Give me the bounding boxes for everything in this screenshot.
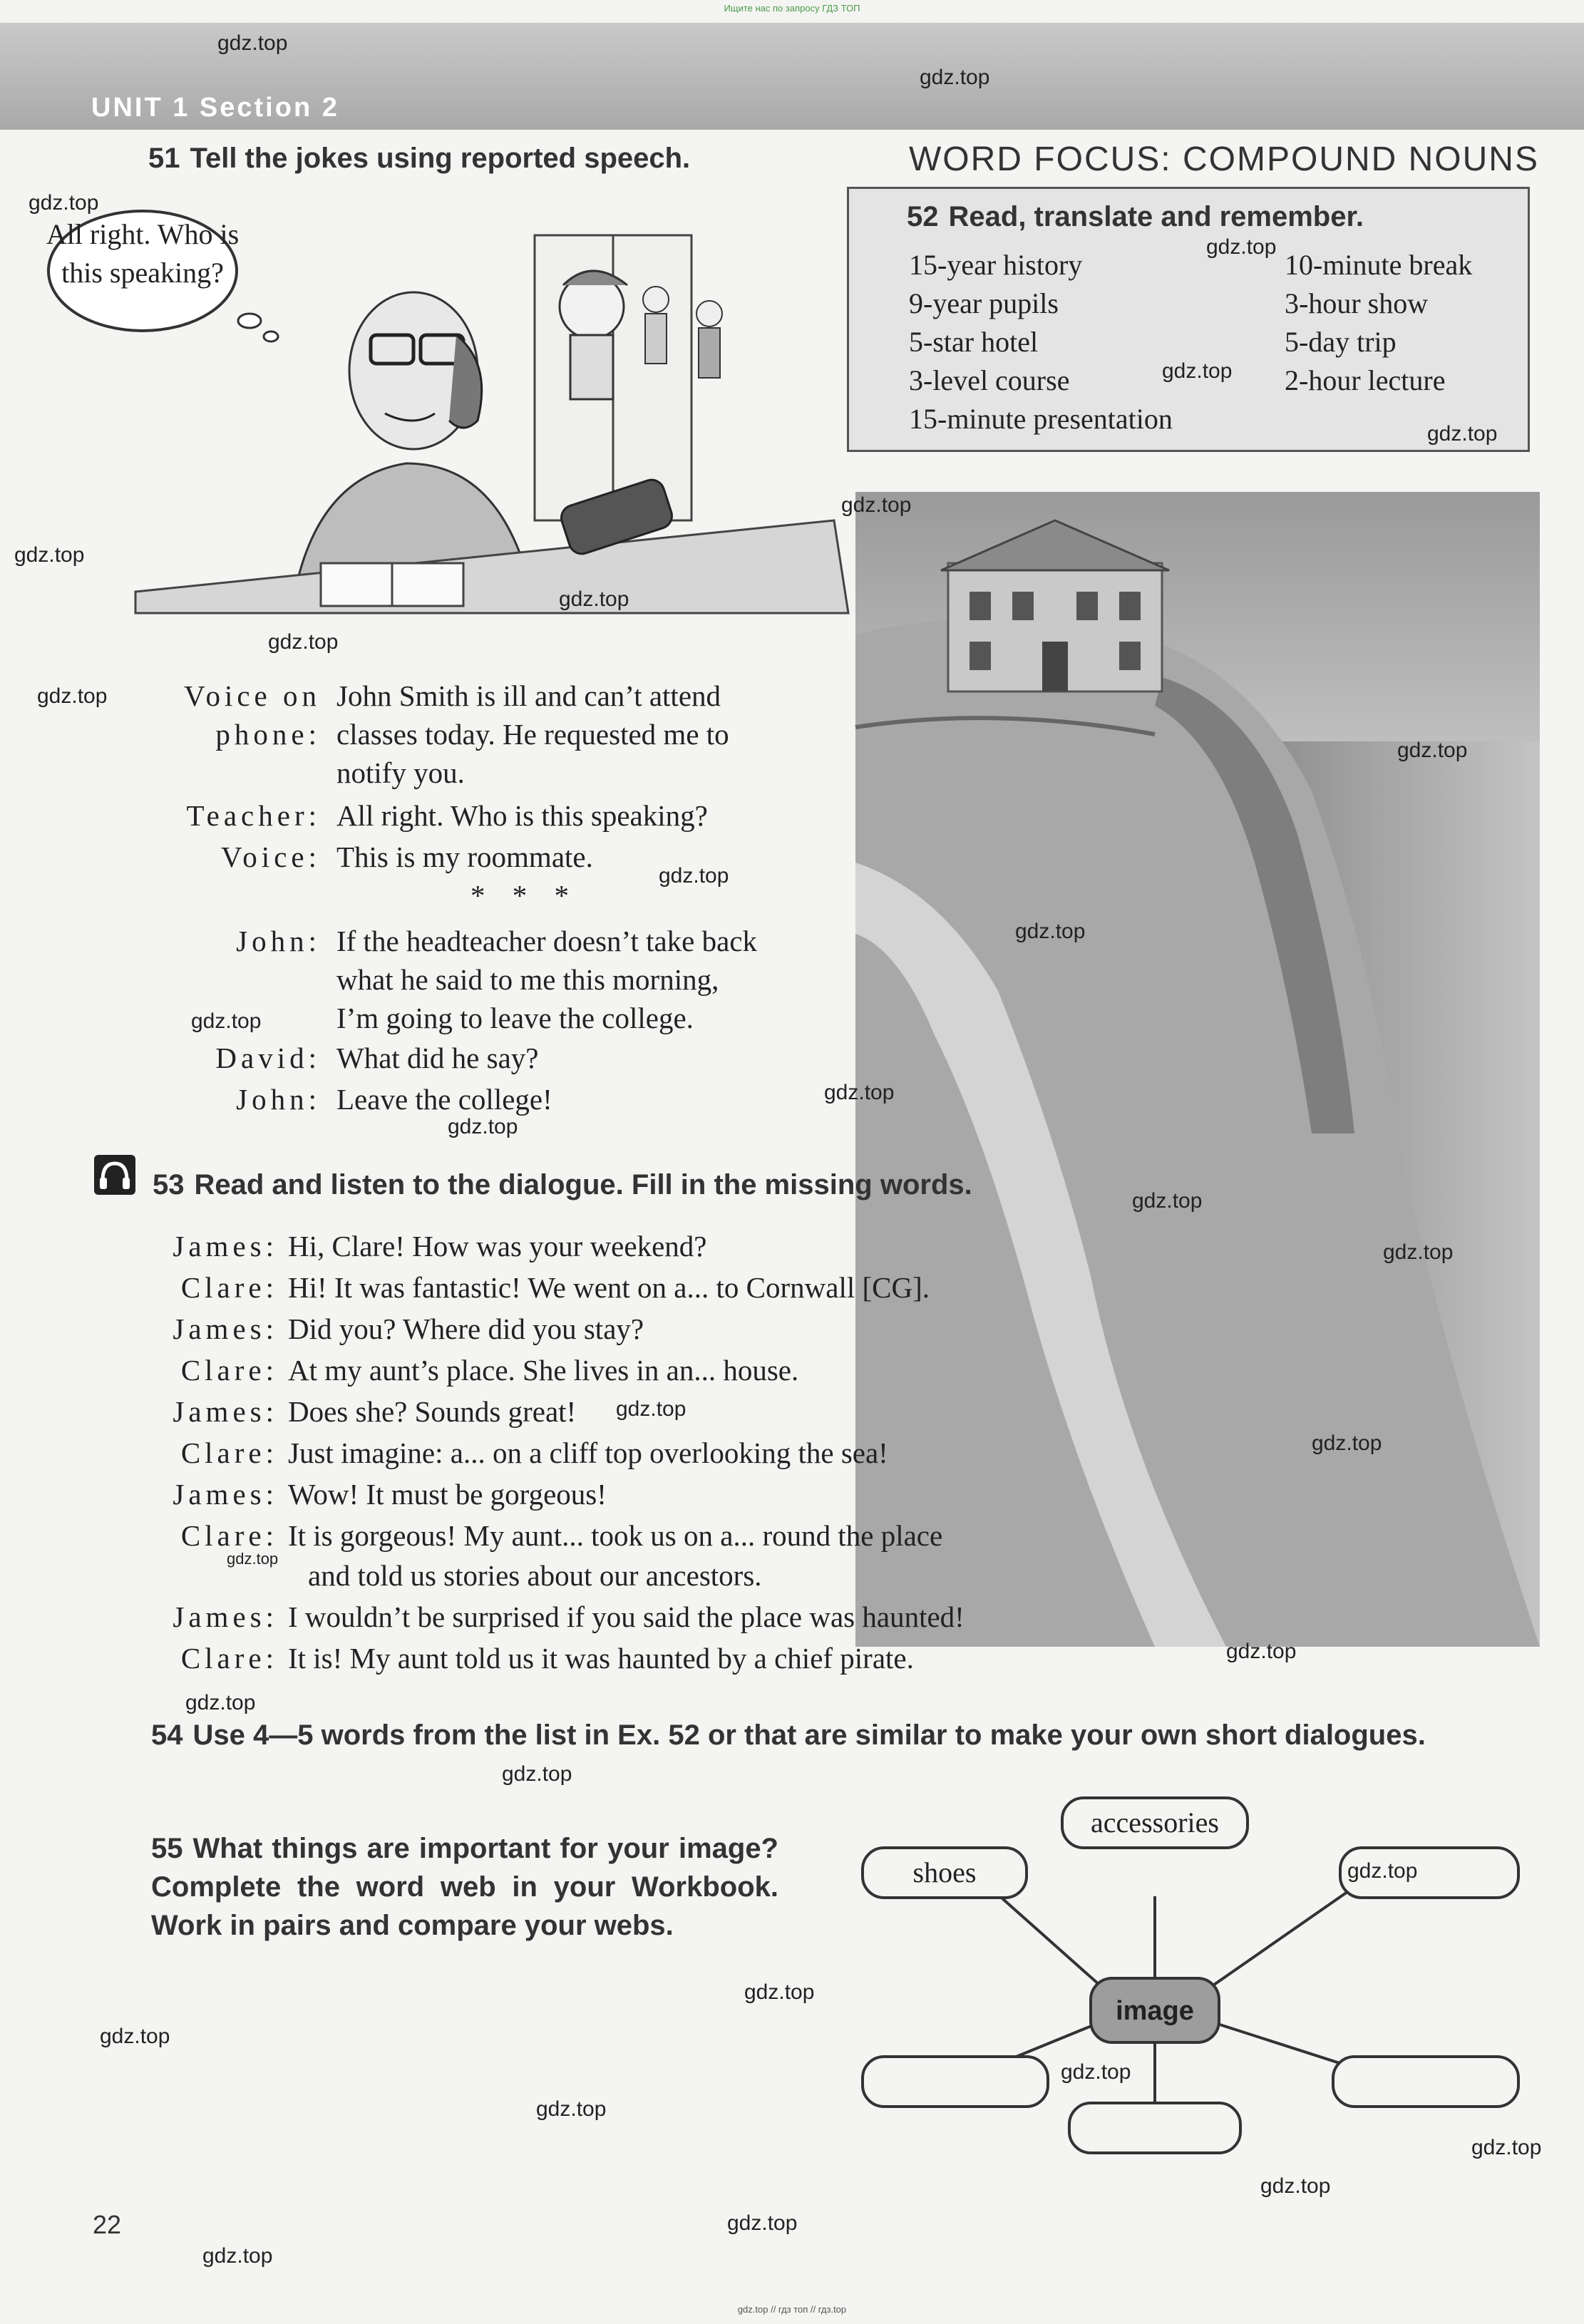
dialogue-line: Leave the college! bbox=[336, 1083, 552, 1116]
compound-noun: 15-minute presentation bbox=[909, 403, 1173, 435]
dialogue-line: If the headteacher doesn’t take back bbox=[336, 925, 758, 957]
compound-noun: 9-year pupils bbox=[909, 287, 1059, 319]
watermark: gdz.top bbox=[536, 2097, 607, 2121]
web-node-empty bbox=[1069, 2103, 1240, 2153]
compound-noun: 15-year history bbox=[909, 249, 1083, 281]
watermark: gdz.top bbox=[824, 1081, 895, 1104]
speaker: Voice: bbox=[220, 840, 321, 873]
watermark: gdz.top bbox=[1260, 2174, 1331, 2198]
exercise-51-number: 51 bbox=[148, 143, 180, 174]
dialogue-line: Just imagine: a... on a cliff top overlooking the sea! bbox=[288, 1436, 888, 1469]
exercise-55-text: What things are important for your image? Complete the word web in your Workbook. Work in pairs and compare your webs. bbox=[151, 1833, 778, 1941]
watermark: gdz.top bbox=[744, 1980, 815, 2004]
dialogue-line: What did he say? bbox=[336, 1042, 539, 1074]
dialogue-line: All right. Who is this speaking? bbox=[336, 799, 708, 832]
watermark: gdz.top bbox=[1347, 1859, 1418, 1883]
speaker: phone: bbox=[215, 718, 321, 751]
speaker: James: bbox=[173, 1395, 278, 1428]
headphones-icon[interactable] bbox=[94, 1155, 135, 1195]
cliff-house-illustration bbox=[855, 492, 1540, 1647]
watermark: gdz.top bbox=[14, 543, 85, 567]
top-note: Ищите нас по запросу ГДЗ ТОП bbox=[724, 3, 860, 14]
dialogue-line: Hi, Clare! How was your weekend? bbox=[288, 1230, 707, 1263]
watermark: gdz.top bbox=[268, 630, 339, 654]
watermark: gdz.top bbox=[37, 684, 108, 708]
web-node-empty bbox=[1333, 2057, 1518, 2107]
exercise-54-instruction: Use 4—5 words from the list in Ex. 52 or that are similar to make your own short dialogues. bbox=[192, 1719, 1426, 1751]
dialogue-line: Did you? Where did you stay? bbox=[288, 1312, 644, 1345]
web-node-label: shoes bbox=[912, 1856, 977, 1888]
dialogue-line: Does she? Sounds great! bbox=[288, 1395, 577, 1428]
speaker: Clare: bbox=[180, 1519, 278, 1552]
speaker: Clare: bbox=[180, 1436, 278, 1469]
exercise-52-title bbox=[907, 201, 1364, 233]
dialogue-line: This is my roommate. bbox=[336, 840, 593, 873]
exercise-51-title bbox=[148, 143, 690, 175]
watermark: gdz.top bbox=[1312, 1431, 1382, 1455]
speech-bubble-line-2: this speaking? bbox=[61, 257, 224, 289]
dialogue-line: classes today. He requested me to bbox=[336, 718, 729, 751]
speaker: James: bbox=[173, 1230, 278, 1263]
dialogue-line: John Smith is ill and can’t attend bbox=[336, 679, 721, 712]
watermark: gdz.top bbox=[1383, 1240, 1454, 1264]
dialogue-line: Wow! It must be gorgeous! bbox=[288, 1478, 607, 1511]
web-node-shoes bbox=[863, 1848, 1027, 1898]
speaker: James: bbox=[173, 1478, 278, 1511]
watermark: gdz.top bbox=[1206, 235, 1277, 259]
compound-noun: 3-level course bbox=[909, 364, 1070, 396]
watermark: gdz.top bbox=[1132, 1189, 1203, 1213]
watermark: gdz.top bbox=[202, 2244, 273, 2268]
dialogue-line: It is! My aunt told us it was haunted by a chief pirate. bbox=[288, 1642, 914, 1675]
speaker: Voice on bbox=[184, 679, 321, 712]
speaker: James: bbox=[173, 1600, 278, 1633]
exercise-53-title bbox=[153, 1169, 972, 1201]
word-web-diagram bbox=[848, 1782, 1533, 2196]
speech-bubble-line-1: All right. Who is bbox=[46, 218, 240, 250]
web-node-label: accessories bbox=[1091, 1806, 1219, 1839]
exercise-51-instruction: Tell the jokes using reported speech. bbox=[190, 143, 691, 174]
compound-noun: 5-star hotel bbox=[909, 326, 1039, 358]
exercise-55-instruction bbox=[151, 1829, 778, 1945]
watermark: gdz.top bbox=[1226, 1640, 1297, 1663]
web-node-empty bbox=[863, 2057, 1048, 2107]
watermark: gdz.top bbox=[1471, 2136, 1542, 2159]
compound-noun: 3-hour show bbox=[1285, 287, 1429, 319]
speaker: Clare: bbox=[180, 1354, 278, 1387]
watermark: gdz.top bbox=[920, 66, 990, 89]
exercise-53-instruction: Read and listen to the dialogue. Fill in the missing words. bbox=[194, 1169, 972, 1200]
watermark: gdz.top bbox=[1061, 2060, 1131, 2084]
dialogue-line: I’m going to leave the college. bbox=[336, 1002, 694, 1034]
watermark: gdz.top bbox=[448, 1115, 518, 1138]
joke-separator: * * * bbox=[470, 879, 579, 912]
web-center-image bbox=[1091, 1978, 1219, 2042]
speaker: Teacher: bbox=[186, 799, 321, 832]
watermark: gdz.top bbox=[185, 1691, 256, 1714]
web-center-label: image bbox=[1116, 1996, 1194, 2026]
dialogue-line: notify you. bbox=[336, 756, 465, 789]
dialogue-line: It is gorgeous! My aunt... took us on a... round the place bbox=[288, 1519, 943, 1552]
watermark: gdz.top bbox=[217, 31, 288, 55]
compound-noun: 2-hour lecture bbox=[1285, 364, 1446, 396]
dialogue-line: and told us stories about our ancestors. bbox=[308, 1559, 762, 1592]
speaker: James: bbox=[173, 1312, 278, 1345]
dialogue-line: At my aunt’s place. She lives in an... house. bbox=[288, 1354, 799, 1387]
watermark: gdz.top bbox=[1397, 739, 1468, 762]
watermark: gdz.top bbox=[1427, 422, 1498, 446]
watermark: gdz.top bbox=[559, 587, 629, 611]
watermark: gdz.top bbox=[659, 864, 729, 888]
compound-noun: 10-minute break bbox=[1285, 249, 1473, 281]
speaker: Clare: bbox=[180, 1642, 278, 1675]
compound-noun: 5-day trip bbox=[1285, 326, 1397, 358]
word-focus-heading: WORD FOCUS: COMPOUND NOUNS bbox=[909, 140, 1539, 178]
exercise-54-title bbox=[151, 1719, 1426, 1752]
speaker: John: bbox=[236, 925, 321, 957]
watermark: gdz.top bbox=[616, 1397, 686, 1421]
exercise-52-number: 52 bbox=[907, 201, 939, 232]
unit-title: UNIT 1 Section 2 bbox=[91, 93, 339, 123]
speaker: Clare: bbox=[180, 1271, 278, 1304]
watermark: gdz.top bbox=[841, 493, 912, 517]
watermark: gdz.top bbox=[100, 2025, 170, 2048]
dialogue-line: I wouldn’t be surprised if you said the place was haunted! bbox=[288, 1600, 965, 1633]
exercise-53-number: 53 bbox=[153, 1169, 185, 1200]
page-number: 22 bbox=[93, 2210, 122, 2239]
web-node-accessories bbox=[1062, 1798, 1248, 1848]
watermark: gdz.top bbox=[1015, 920, 1086, 943]
dialogue-line: Hi! It was fantastic! We went on a... to Cornwall [CG]. bbox=[288, 1271, 930, 1304]
exercise-52-instruction: Read, translate and remember. bbox=[948, 201, 1364, 232]
watermark: gdz.top bbox=[727, 2211, 798, 2235]
watermark: gdz.top bbox=[227, 1550, 279, 1568]
bottom-note: gdz.top // гдз топ // гдз.top bbox=[737, 2304, 847, 2315]
dialogue-line: what he said to me this morning, bbox=[336, 963, 719, 996]
watermark: gdz.top bbox=[191, 1009, 262, 1033]
exercise-55-number: 55 bbox=[151, 1833, 183, 1864]
exercise-54-number: 54 bbox=[151, 1719, 183, 1751]
watermark: gdz.top bbox=[29, 191, 99, 215]
watermark: gdz.top bbox=[1162, 359, 1233, 383]
watermark: gdz.top bbox=[502, 1762, 572, 1786]
speaker: David: bbox=[215, 1042, 321, 1074]
speaker: John: bbox=[236, 1083, 321, 1116]
